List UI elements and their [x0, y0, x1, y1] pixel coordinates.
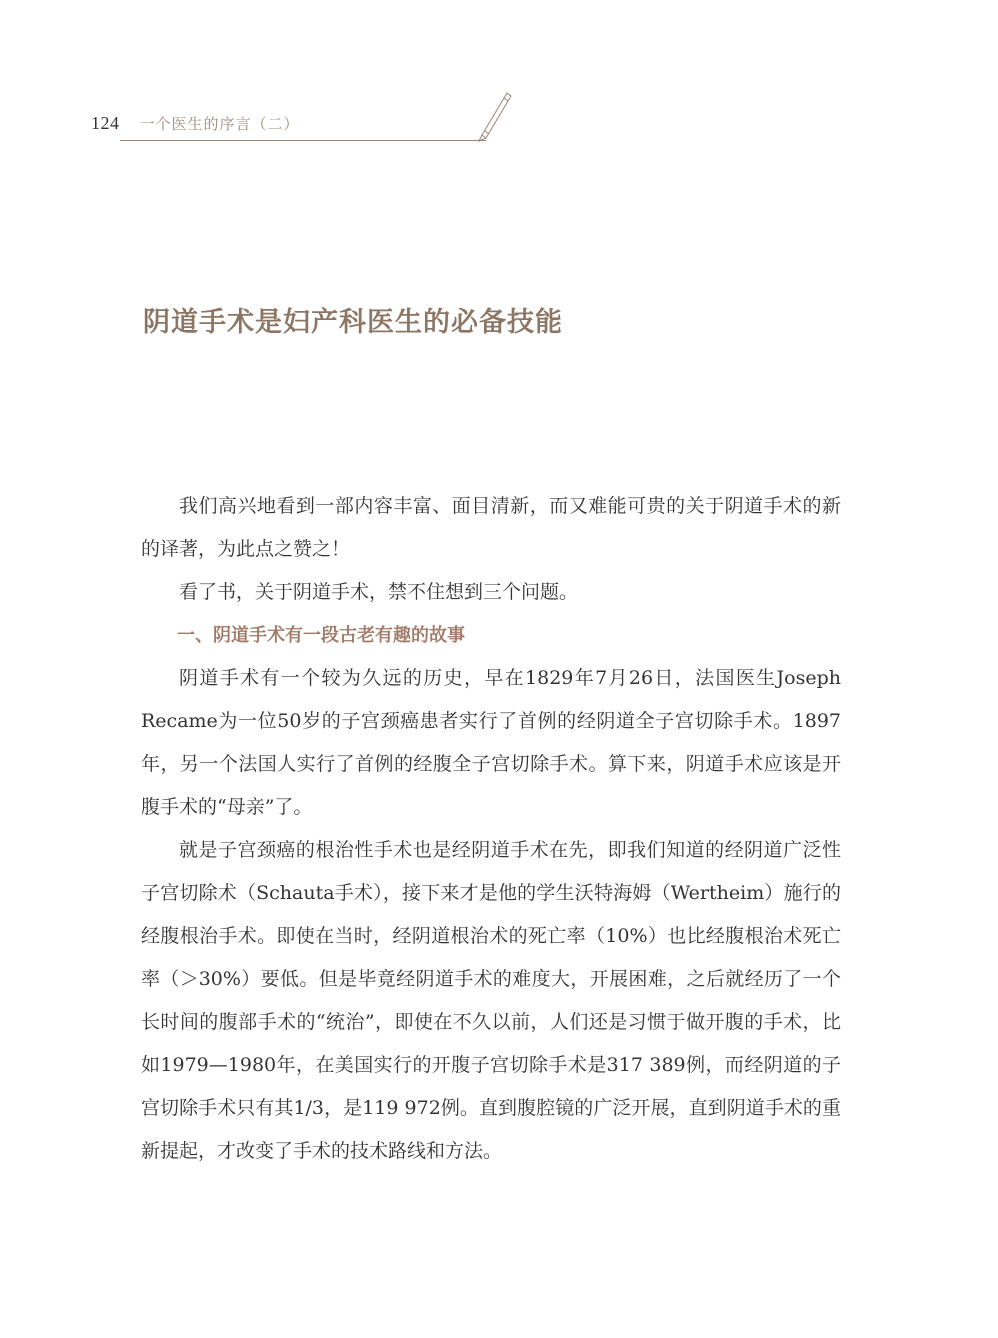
running-header: [91, 113, 300, 137]
page-number: 124: [91, 113, 120, 133]
chapter-title: 阴道手术是妇产科医生的必备技能: [143, 307, 563, 338]
body-text: [141, 485, 841, 1173]
paragraph-4: 就是子宫颈癌的根治性手术也是经阴道手术在先，即我们知道的经阴道广泛性子宫切除术（Schauta手术），接下来才是他的学生沃特海姆（Wertheim）施行的经腹根治手术。即使在当时，经阴道根治术的死亡率（10%）也比经腹根治术死亡率（＞30%）要低。但是毕竟经阴道手术的难度大，开展困难，之后就经历了一个长时间的腹部手术的“统治”，即使在不久以前，人们还是习惯于做开腹的手术，比如1979—1980年，在美国实行的开腹子宫切除手术是317 389例，而经阴道的子宫切除手术只有其1/3，是119 972例。直到腹腔镜的广泛开展，直到阴道手术的重新提起，才改变了手术的技术路线和方法。: [141, 839, 841, 1162]
pen-icon: [474, 90, 514, 144]
paragraph-2: 看了书，关于阴道手术，禁不住想到三个问题。: [179, 581, 579, 603]
header-rule: [120, 140, 486, 141]
paragraph-3: 阴道手术有一个较为久远的历史，早在1829年7月26日，法国医生Joseph Recame为一位50岁的子宫颈癌患者实行了首例的经阴道全子宫切除手术。1897年，另一个法国人实行了首例的经腹全子宫切除手术。算下来，阴道手术应该是开腹手术的“母亲”了。: [141, 667, 841, 818]
paragraph-1: 我们高兴地看到一部内容丰富、面目清新，而又难能可贵的关于阴道手术的新的译著，为此点之赞之！: [141, 495, 841, 560]
section-heading-1: 一、阴道手术有一段古老有趣的故事: [177, 625, 465, 646]
running-title: 一个医生的序言（二）: [139, 115, 300, 133]
